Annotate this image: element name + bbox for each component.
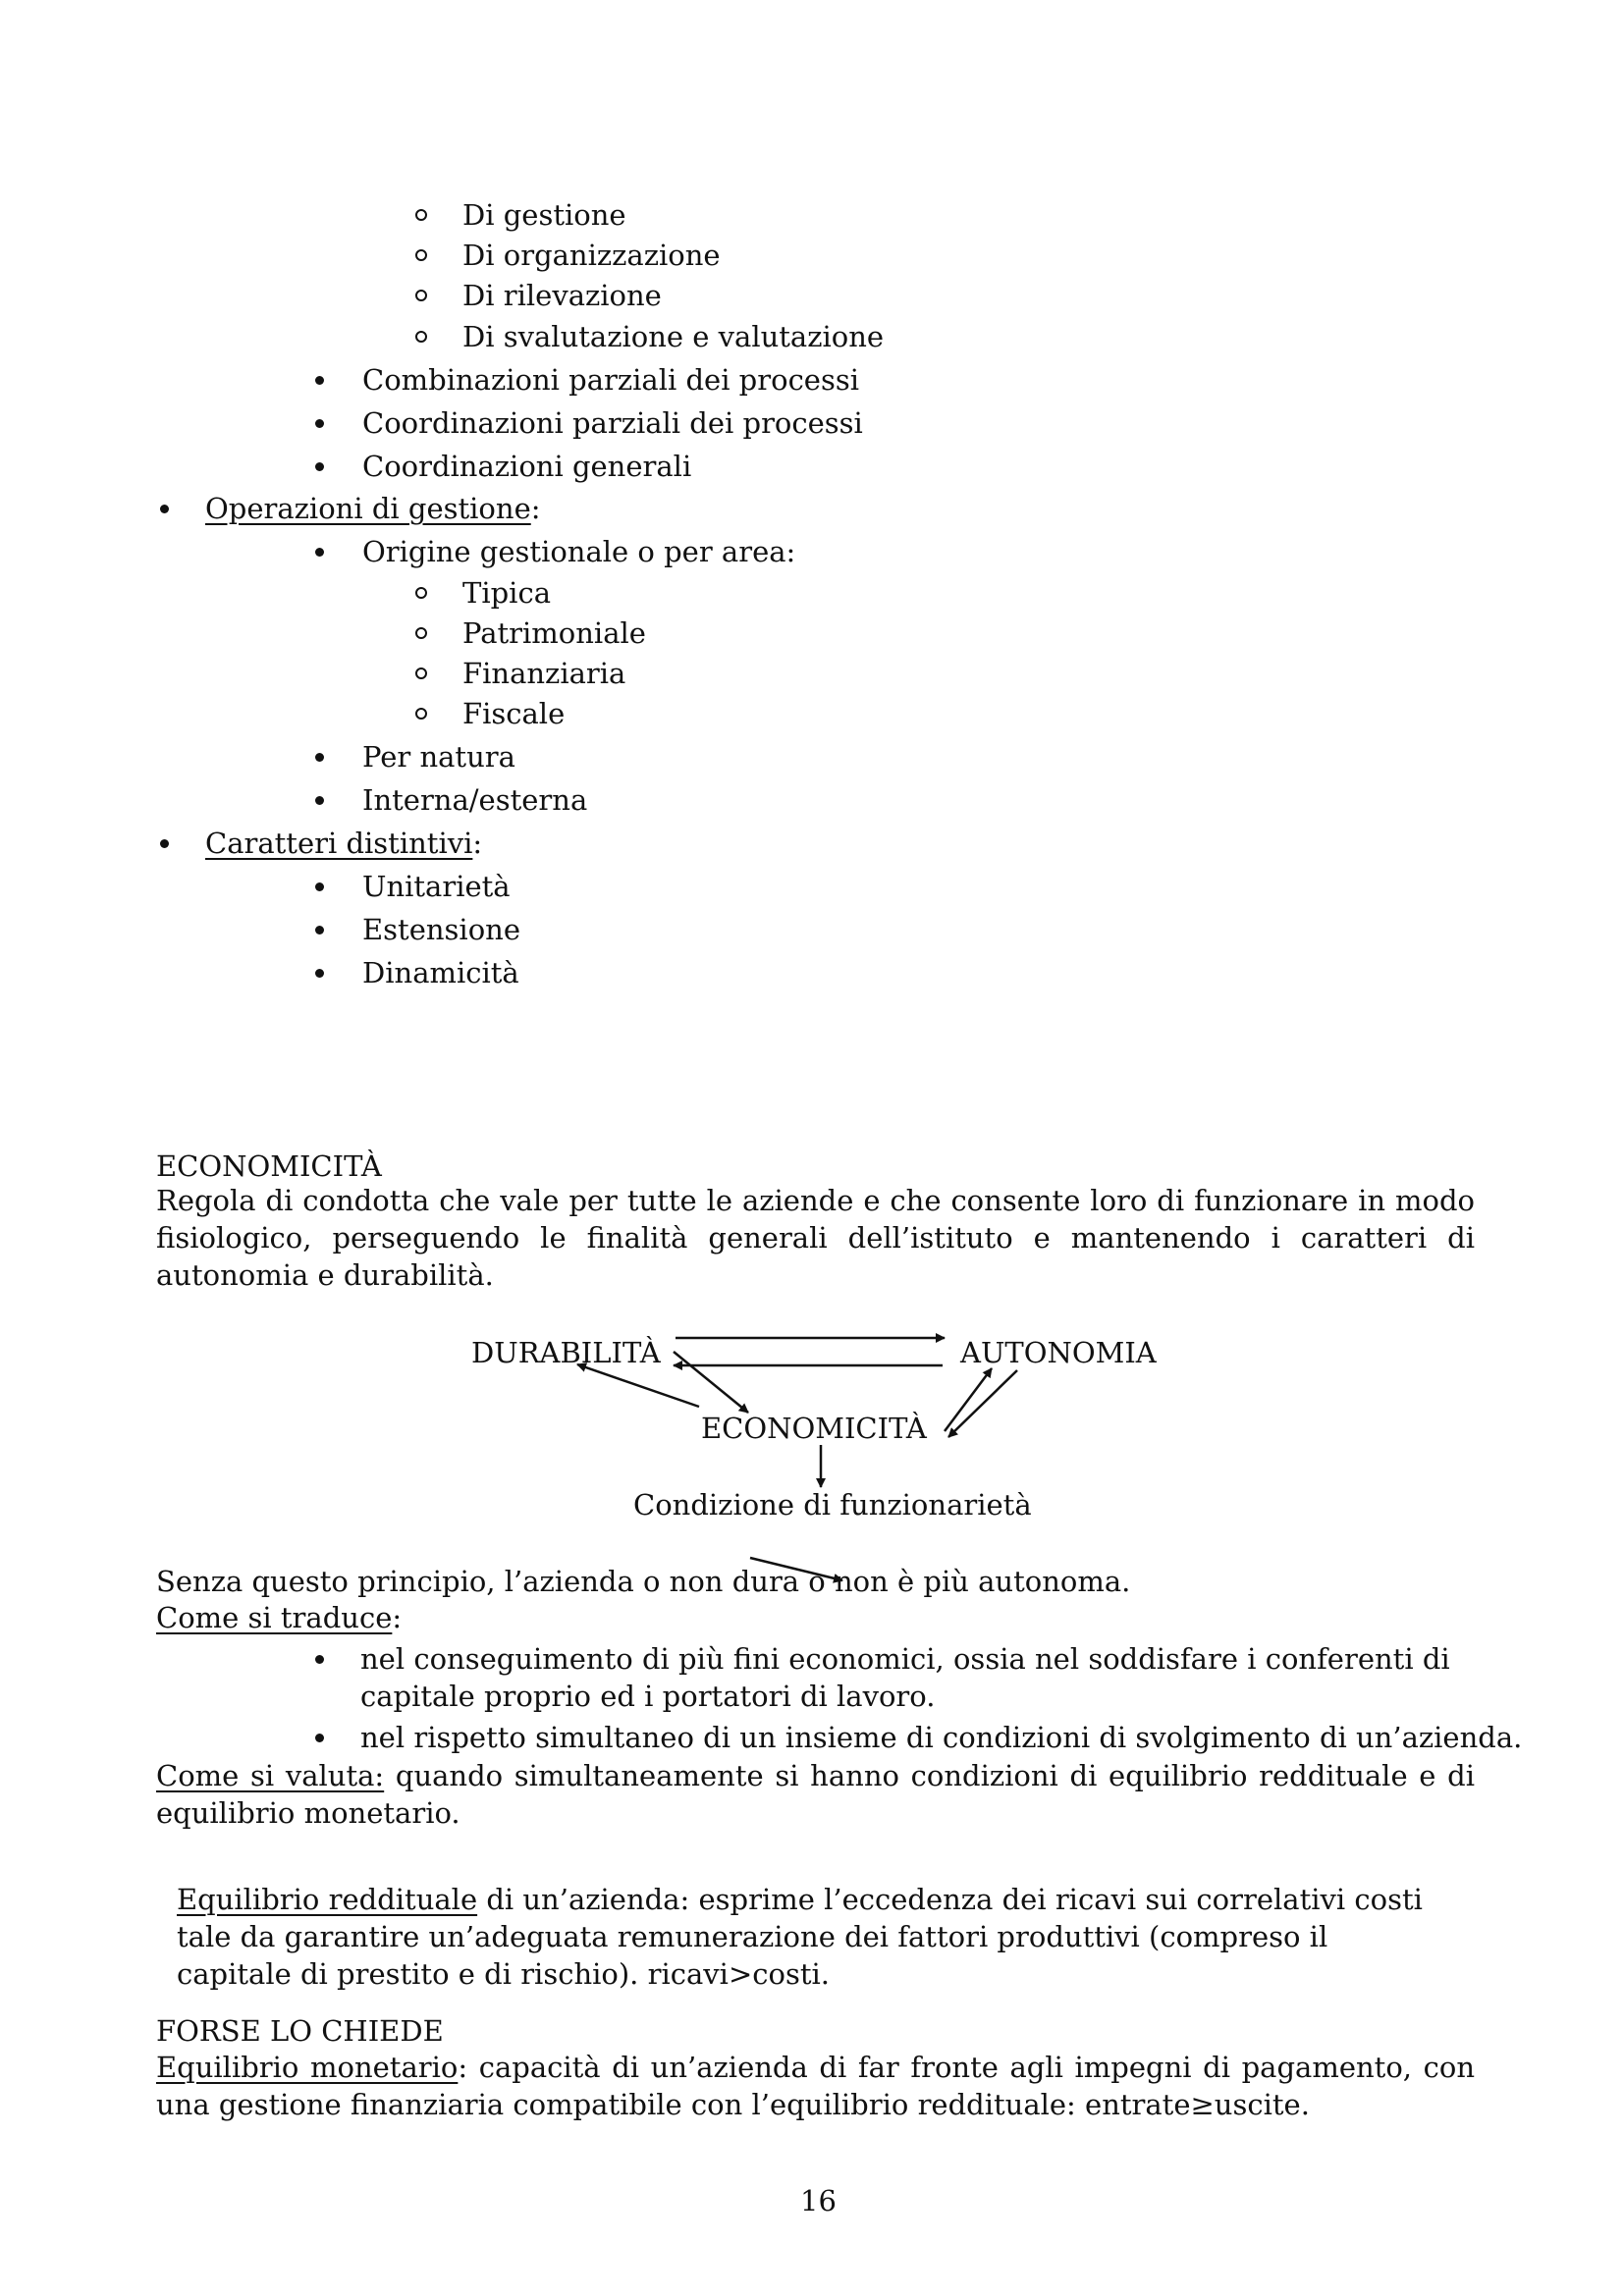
equilibrio-reddituale-paragraph: Equilibrio reddituale di un’azienda: esprime l’eccedenza dei ricavi sui correlativi costi tale da garantire un’adeguata remunerazione dei fattori produttivi (compreso il capitale di prestito e di rischio). ricavi>costi. [177, 1883, 1423, 1991]
page-number: 16 [800, 2184, 837, 2217]
list-item: nel conseguimento di più fini economici, ossia nel soddisfare i conferenti di capitale proprio ed i portatori di lavoro. [360, 1642, 1450, 1713]
list-item: Coordinazioni generali [362, 450, 692, 483]
list-item: Coordinazioni parziali dei processi [362, 406, 863, 440]
list-item: Di organizzazione [462, 239, 721, 272]
list-item: Fiscale [462, 697, 566, 730]
list-item: Di rilevazione [462, 279, 662, 312]
list-item: Dinamicità [362, 956, 519, 989]
section-label: Caratteri distintivi: [205, 827, 483, 860]
definition-paragraph: Regola di condotta che vale per tutte le aziende e che consente loro di funzionare in modo fisiologico, perseguendo le finalità generali dell’istituto e mantenendo i caratteri di autonomia e durabilità. [156, 1184, 1475, 1292]
list-item: Interna/esterna [362, 783, 588, 817]
list-item: Unitarietà [362, 870, 511, 903]
list-item: nel rispetto simultaneo di un insieme di condizioni di svolgimento di un’azienda. [360, 1721, 1523, 1754]
list-item: Origine gestionale o per area: [362, 535, 796, 568]
list-item: Combinazioni parziali dei processi [362, 363, 860, 397]
diagram-label-economicita: ECONOMICITÀ [701, 1412, 927, 1445]
list-item: Patrimoniale [462, 616, 646, 650]
arrow-to-economicita [674, 1352, 748, 1413]
list-item: Finanziaria [462, 657, 626, 690]
bullet-icon [315, 1734, 324, 1742]
diagram-label-condizione: Condizione di funzionarietà [633, 1488, 1032, 1522]
arrow-to-autonomia [945, 1368, 992, 1431]
list-item: Di gestione [462, 198, 626, 232]
note-text: FORSE LO CHIEDE [156, 2014, 444, 2048]
senza-text: Senza questo principio, l’azienda o non dura o non è più autonoma. [156, 1565, 1131, 1598]
valuta-paragraph: Come si valuta: quando simultaneamente si hanno condizioni di equilibrio reddituale e di equilibrio monetario. [156, 1759, 1475, 1830]
section-heading: ECONOMICITÀ [156, 1149, 382, 1183]
list-item: Estensione [362, 913, 521, 946]
diagram-label-autonomia: AUTONOMIA [960, 1336, 1157, 1369]
subheading: Come si traduce: [156, 1601, 403, 1634]
list-item: Per natura [362, 740, 515, 774]
section-label: Operazioni di gestione: [205, 492, 541, 525]
diagram-label-durabilita: DURABILITÀ [471, 1336, 661, 1369]
equilibrio-monetario-paragraph: Equilibrio monetario: capacità di un’azienda di far fronte agli impegni di pagamento, con una gestione finanziaria compatibile con l’equilibrio reddituale: entrate≥uscite. [156, 2051, 1475, 2121]
list-item: Tipica [462, 576, 551, 610]
arrow-to-durabilita [577, 1364, 699, 1407]
list-item: Di svalutazione e valutazione [462, 320, 885, 353]
bullet-icon [315, 1655, 324, 1664]
